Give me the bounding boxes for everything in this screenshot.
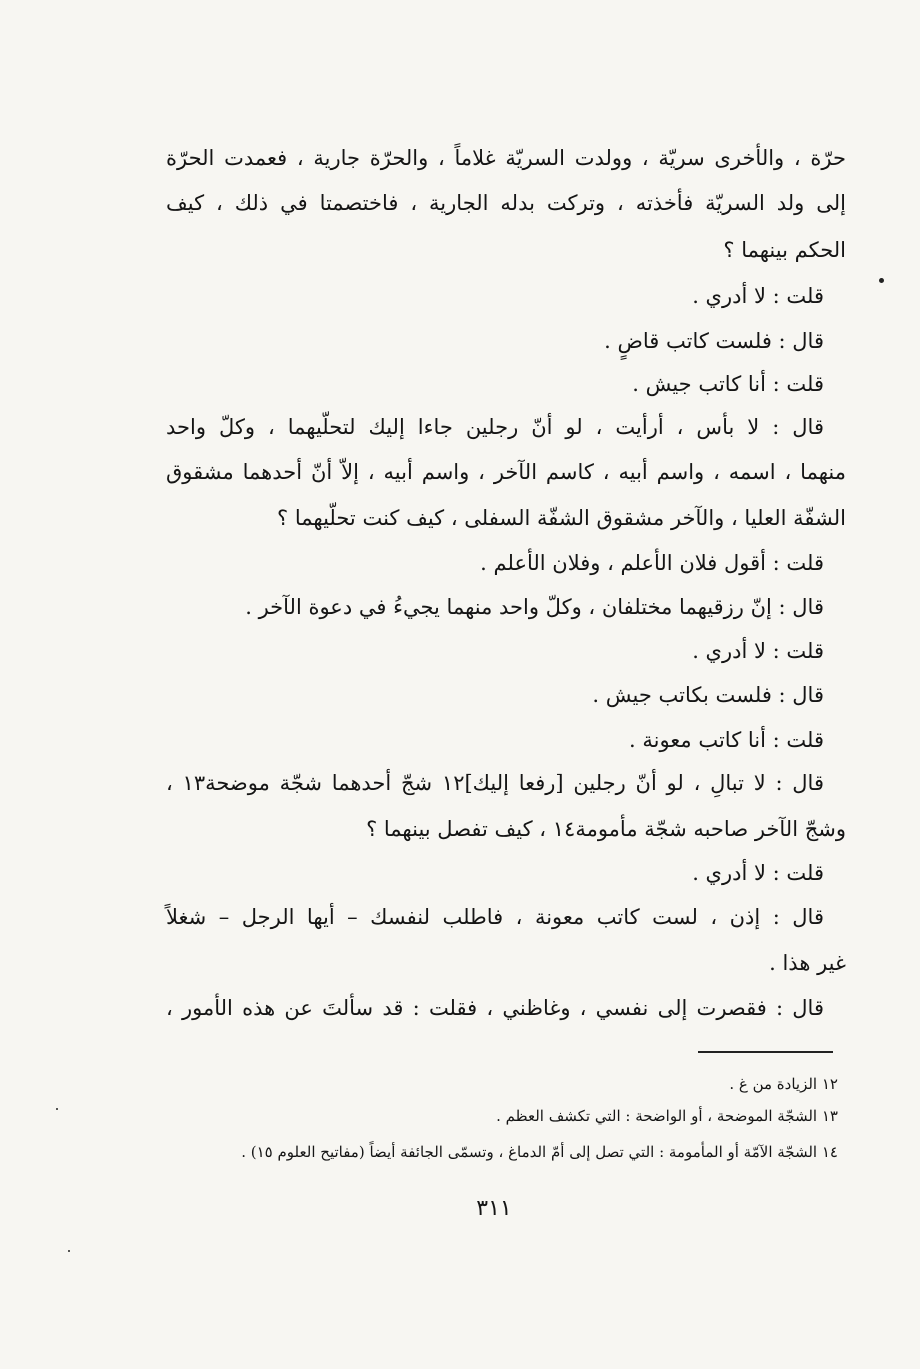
body-line-1: حرّة ، والأخرى سريّة ، وولدت السريّة غلاماً ، والحرّة جارية ، فعمدت الحرّة	[166, 146, 846, 170]
ink-speck	[68, 1250, 70, 1252]
body-line-11: قال : إنّ رزقيهما مختلفان ، وكلّ واحد منهما يجيءُ في دعوة الآخر .	[245, 595, 824, 619]
body-line-2: إلى ولد السريّة فأخذته ، وتركت بدله الجارية ، فاختصمتا في ذلك ، كيف	[166, 191, 846, 215]
body-line-20: قال : فقصرت إلى نفسي ، وغاظني ، فقلت : قد سألتَ عن هذه الأمور ،	[166, 996, 824, 1020]
ink-speck	[56, 1108, 58, 1110]
footnote-13: ١٣ الشجّة الموضحة ، أو الواضحة : التي تكشف العظم .	[496, 1107, 838, 1125]
ink-speck	[879, 278, 884, 283]
body-line-8: منهما ، اسمه ، واسم أبيه ، كاسم الآخر ، واسم أبيه ، إلاّ أنّ أحدهما مشقوق	[166, 460, 846, 484]
body-line-15: قال : لا تبالِ ، لو أنّ رجلين [رفعا إليك]١٢ شجّ أحدهما شجّة موضحة١٣ ،	[166, 771, 824, 795]
body-line-12: قلت : لا أدري .	[692, 639, 824, 663]
body-line-3: الحكم بينهما ؟	[723, 238, 846, 262]
body-line-19: غير هذا .	[769, 951, 846, 975]
body-line-4: قلت : لا أدري .	[692, 284, 824, 308]
page-number: ٣١١	[476, 1196, 512, 1221]
body-line-7: قال : لا بأس ، أرأيت ، لو أنّ رجلين جاءا إليك لتحلّيهما ، وكلّ واحد	[166, 415, 824, 439]
body-line-13: قال : فلست بكاتب جيش .	[592, 683, 824, 707]
body-line-14: قلت : أنا كاتب معونة .	[628, 728, 824, 752]
body-line-10: قلت : أقول فلان الأعلم ، وفلان الأعلم .	[480, 551, 824, 575]
body-line-5: قال : فلست كاتب قاضٍ .	[604, 329, 824, 353]
footnote-14: ١٤ الشجّة الآمّة أو المأمومة : التي تصل إلى أمّ الدماغ ، وتسمّى الجائفة أيضاً (مفاتيح العلوم ١٥) .	[241, 1143, 838, 1161]
body-line-17: قلت : لا أدري .	[692, 861, 824, 885]
footnote-12: ١٢ الزيادة من غ .	[729, 1075, 838, 1093]
body-line-16: وشجّ الآخر صاحبه شجّة مأمومة١٤ ، كيف تفصل بينهما ؟	[366, 817, 846, 841]
body-line-9: الشفّة العليا ، والآخر مشقوق الشفّة السفلى ، كيف كنت تحلّيهما ؟	[277, 506, 846, 530]
footnote-separator	[698, 1051, 833, 1053]
body-line-18: قال : إذن ، لست كاتب معونة ، فاطلب لنفسك – أيها الرجل – شغلاً	[166, 905, 824, 929]
body-line-6: قلت : أنا كاتب جيش .	[632, 372, 824, 396]
